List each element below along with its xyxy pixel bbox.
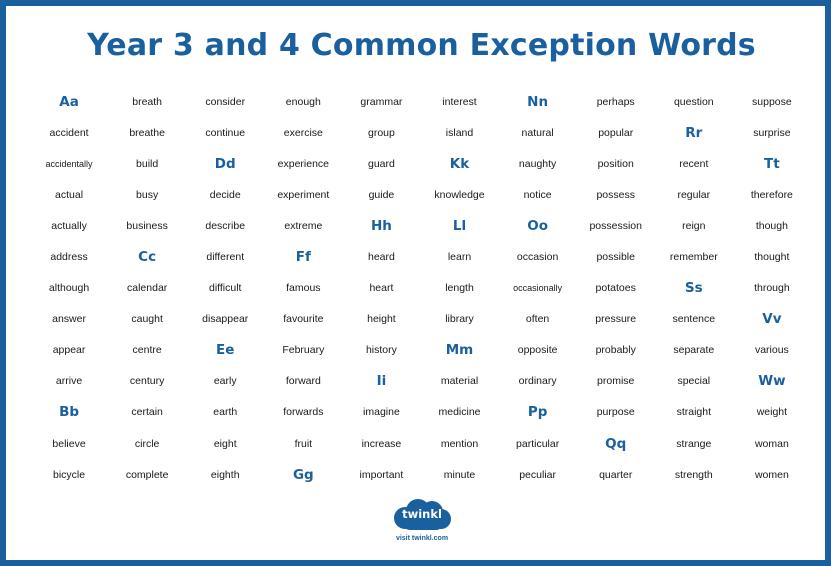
word-item: forwards [283, 406, 324, 419]
word-item: mention [440, 437, 479, 450]
word-item: regular [677, 188, 711, 201]
word-item: actual [55, 188, 84, 201]
word-item: women [754, 468, 789, 481]
word-item: recent [679, 157, 709, 170]
word-item: address [50, 251, 88, 264]
word-item: surprise [753, 126, 791, 139]
word-item: different [206, 251, 245, 264]
word-item: guard [367, 157, 395, 170]
letter-heading: Cc [138, 249, 157, 266]
letter-heading: Aa [59, 93, 79, 110]
letter-heading: Ff [295, 249, 311, 266]
word-item: extreme [284, 219, 323, 232]
page-title: Year 3 and 4 Common Exception Words [87, 28, 756, 63]
word-item: purpose [596, 406, 635, 419]
word-item: answer [52, 313, 86, 326]
word-item: breath [132, 95, 163, 108]
word-item: experiment [277, 188, 330, 201]
word-item: therefore [750, 188, 793, 201]
word-item: arrive [55, 375, 83, 388]
word-item: possession [589, 219, 642, 232]
word-item: probably [595, 344, 636, 357]
word-item: separate [673, 344, 715, 357]
letter-heading: Rr [685, 124, 703, 141]
word-item: length [445, 282, 474, 295]
letter-heading: Tt [764, 155, 780, 172]
word-item: medicine [438, 406, 481, 419]
letter-heading: Ss [684, 280, 703, 297]
word-item: famous [286, 282, 321, 295]
letter-heading: Kk [449, 155, 470, 172]
word-item: history [365, 344, 397, 357]
letter-heading: Ee [216, 342, 235, 359]
word-item: material [440, 375, 479, 388]
word-item: grammar [360, 95, 403, 108]
word-item: thought [754, 251, 790, 264]
word-item: describe [205, 219, 246, 232]
word-item: increase [361, 437, 402, 450]
word-item: height [367, 313, 396, 326]
word-item: occasionally [513, 283, 563, 294]
word-item: perhaps [596, 95, 635, 108]
word-item: favourite [283, 313, 324, 326]
word-item: natural [521, 126, 554, 139]
word-item: accidentally [45, 158, 93, 169]
word-item: woman [754, 437, 789, 450]
word-item: eight [213, 437, 237, 450]
letter-heading: Ww [758, 373, 786, 390]
twinkl-logo [391, 498, 453, 532]
word-item: remember [669, 251, 718, 264]
letter-heading: Gg [292, 466, 314, 483]
word-item: quarter [599, 468, 633, 481]
word-item: learn [447, 251, 472, 264]
word-item: accident [49, 126, 89, 139]
word-item: strength [674, 468, 713, 481]
word-item: particular [516, 437, 560, 450]
word-item: consider [205, 95, 246, 108]
letter-heading: Ii [376, 373, 387, 390]
word-item: position [597, 157, 634, 170]
word-item: believe [52, 437, 86, 450]
word-item: question [673, 95, 714, 108]
word-item: through [754, 282, 790, 295]
word-item: special [677, 375, 711, 388]
word-item: decide [209, 188, 241, 201]
word-item: earth [213, 406, 238, 419]
word-grid [30, 86, 811, 490]
word-item: busy [136, 188, 159, 201]
word-item: possess [596, 188, 635, 201]
word-item: straight [676, 406, 712, 419]
word-item: actually [51, 219, 87, 232]
word-item: bicycle [52, 468, 86, 481]
visit-link[interactable]: visit twinkl.com [395, 535, 449, 542]
word-item: strange [676, 437, 712, 450]
letter-heading: Nn [527, 93, 549, 110]
word-item: experience [277, 157, 330, 170]
word-item: occasion [516, 251, 559, 264]
word-item: though [755, 219, 788, 232]
word-item: calendar [127, 282, 168, 295]
word-item: suppose [752, 95, 792, 108]
word-item: naughty [518, 157, 557, 170]
letter-heading: Dd [214, 155, 236, 172]
word-item: guide [368, 188, 395, 201]
word-item: island [445, 126, 474, 139]
word-item: forward [285, 375, 321, 388]
word-item: difficult [208, 282, 242, 295]
word-item: appear [52, 344, 86, 357]
word-item: interest [442, 95, 477, 108]
word-item: pressure [595, 313, 637, 326]
word-item: fruit [294, 437, 313, 450]
word-item: February [282, 344, 325, 357]
word-item: various [754, 344, 789, 357]
word-item: opposite [517, 344, 558, 357]
word-item: weight [756, 406, 788, 419]
word-item: continue [205, 126, 246, 139]
word-item: disappear [202, 313, 249, 326]
word-item: early [213, 375, 237, 388]
word-item: possible [596, 251, 635, 264]
word-item: certain [131, 406, 163, 419]
word-item: important [359, 468, 404, 481]
logo-text: twinkl [402, 507, 442, 521]
letter-heading: Hh [370, 217, 392, 234]
word-item: ordinary [518, 375, 557, 388]
word-item: sentence [672, 313, 716, 326]
word-item: business [126, 219, 168, 232]
word-item: promise [597, 375, 635, 388]
word-item: eighth [210, 468, 240, 481]
word-item: complete [125, 468, 169, 481]
letter-heading: Vv [762, 311, 782, 328]
word-item: library [445, 313, 474, 326]
word-item: minute [443, 468, 476, 481]
word-item: potatoes [595, 282, 636, 295]
word-item: exercise [283, 126, 323, 139]
word-item: breathe [129, 126, 165, 139]
word-item: heard [367, 251, 395, 264]
word-item: although [48, 282, 90, 295]
word-item: group [367, 126, 395, 139]
word-item: century [129, 375, 165, 388]
word-item: enough [285, 95, 321, 108]
word-item: heart [369, 282, 394, 295]
word-item: centre [132, 344, 162, 357]
word-item: often [525, 313, 550, 326]
word-item: peculiar [519, 468, 556, 481]
letter-heading: Mm [445, 342, 474, 359]
word-item: notice [523, 188, 552, 201]
word-item: caught [131, 313, 163, 326]
letter-heading: Qq [605, 435, 627, 452]
letter-heading: Oo [527, 217, 548, 234]
letter-heading: Bb [59, 404, 80, 421]
letter-heading: Pp [527, 404, 548, 421]
word-item: reign [682, 219, 706, 232]
word-item: build [136, 157, 159, 170]
word-item: circle [134, 437, 160, 450]
word-item: knowledge [434, 188, 485, 201]
word-item: imagine [363, 406, 400, 419]
word-item: popular [598, 126, 634, 139]
letter-heading: Ll [452, 217, 467, 234]
